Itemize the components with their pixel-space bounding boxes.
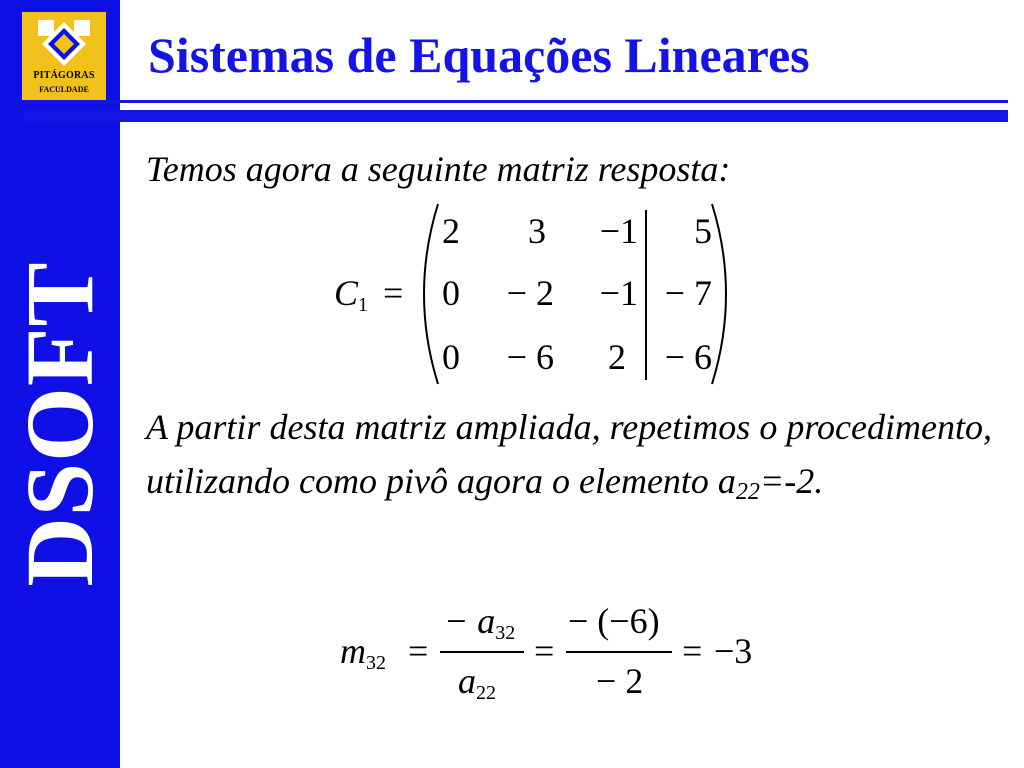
formula-equals-3: =: [682, 631, 703, 671]
matrix-cell-1-3: −1: [599, 211, 638, 251]
matrix-cell-2-3: −1: [599, 273, 638, 313]
fraction1-denominator: $a_{22}$: [458, 661, 496, 704]
fraction2-numerator: − (−6): [568, 601, 660, 641]
formula-equals-1: =: [408, 631, 429, 671]
title-rule-thin: [24, 100, 1008, 103]
matrix-cell-1-4: 5: [694, 211, 712, 251]
formula-lhs: $m_{32}$: [340, 631, 386, 674]
matrix-equals: =: [383, 273, 404, 313]
explanation-paragraph: A partir desta matriz ampliada, repetimos o procedimento, utilizando como pivô agora o elemento $a_{22}=-2$.: [146, 407, 992, 505]
logo-line1: PITÁGORAS: [33, 70, 95, 81]
matrix-cell-3-3: 2: [608, 337, 626, 377]
logo-mark-icon: [36, 18, 92, 70]
formula-result: −3: [714, 631, 753, 671]
matrix-label: $C_1$: [334, 273, 369, 316]
matrix-cell-1-2: 3: [528, 211, 546, 251]
matrix-cell-2-2: − 2: [506, 273, 554, 313]
matrix-cell-2-1: 0: [442, 273, 460, 313]
matrix-cell-1-1: 2: [442, 211, 460, 251]
logo: [22, 12, 106, 100]
matrix-cell-3-1: 0: [442, 337, 460, 377]
fraction1-numerator: − $a_{32}$: [444, 601, 516, 644]
sidebar-brand: DSOFT: [6, 261, 113, 587]
page-title: Sistemas de Equações Lineares: [148, 27, 810, 83]
intro-text: Temos agora a seguinte matriz resposta:: [146, 149, 731, 189]
matrix-cell-3-2: − 6: [506, 337, 554, 377]
matrix-cell-2-4: − 7: [664, 273, 712, 313]
formula-equals-2: =: [534, 631, 555, 671]
fraction2-denominator: − 2: [596, 661, 644, 701]
title-rule-thick: [24, 110, 1008, 122]
matrix-cell-3-4: − 6: [664, 337, 712, 377]
logo-line2: FACULDADE: [39, 85, 89, 94]
